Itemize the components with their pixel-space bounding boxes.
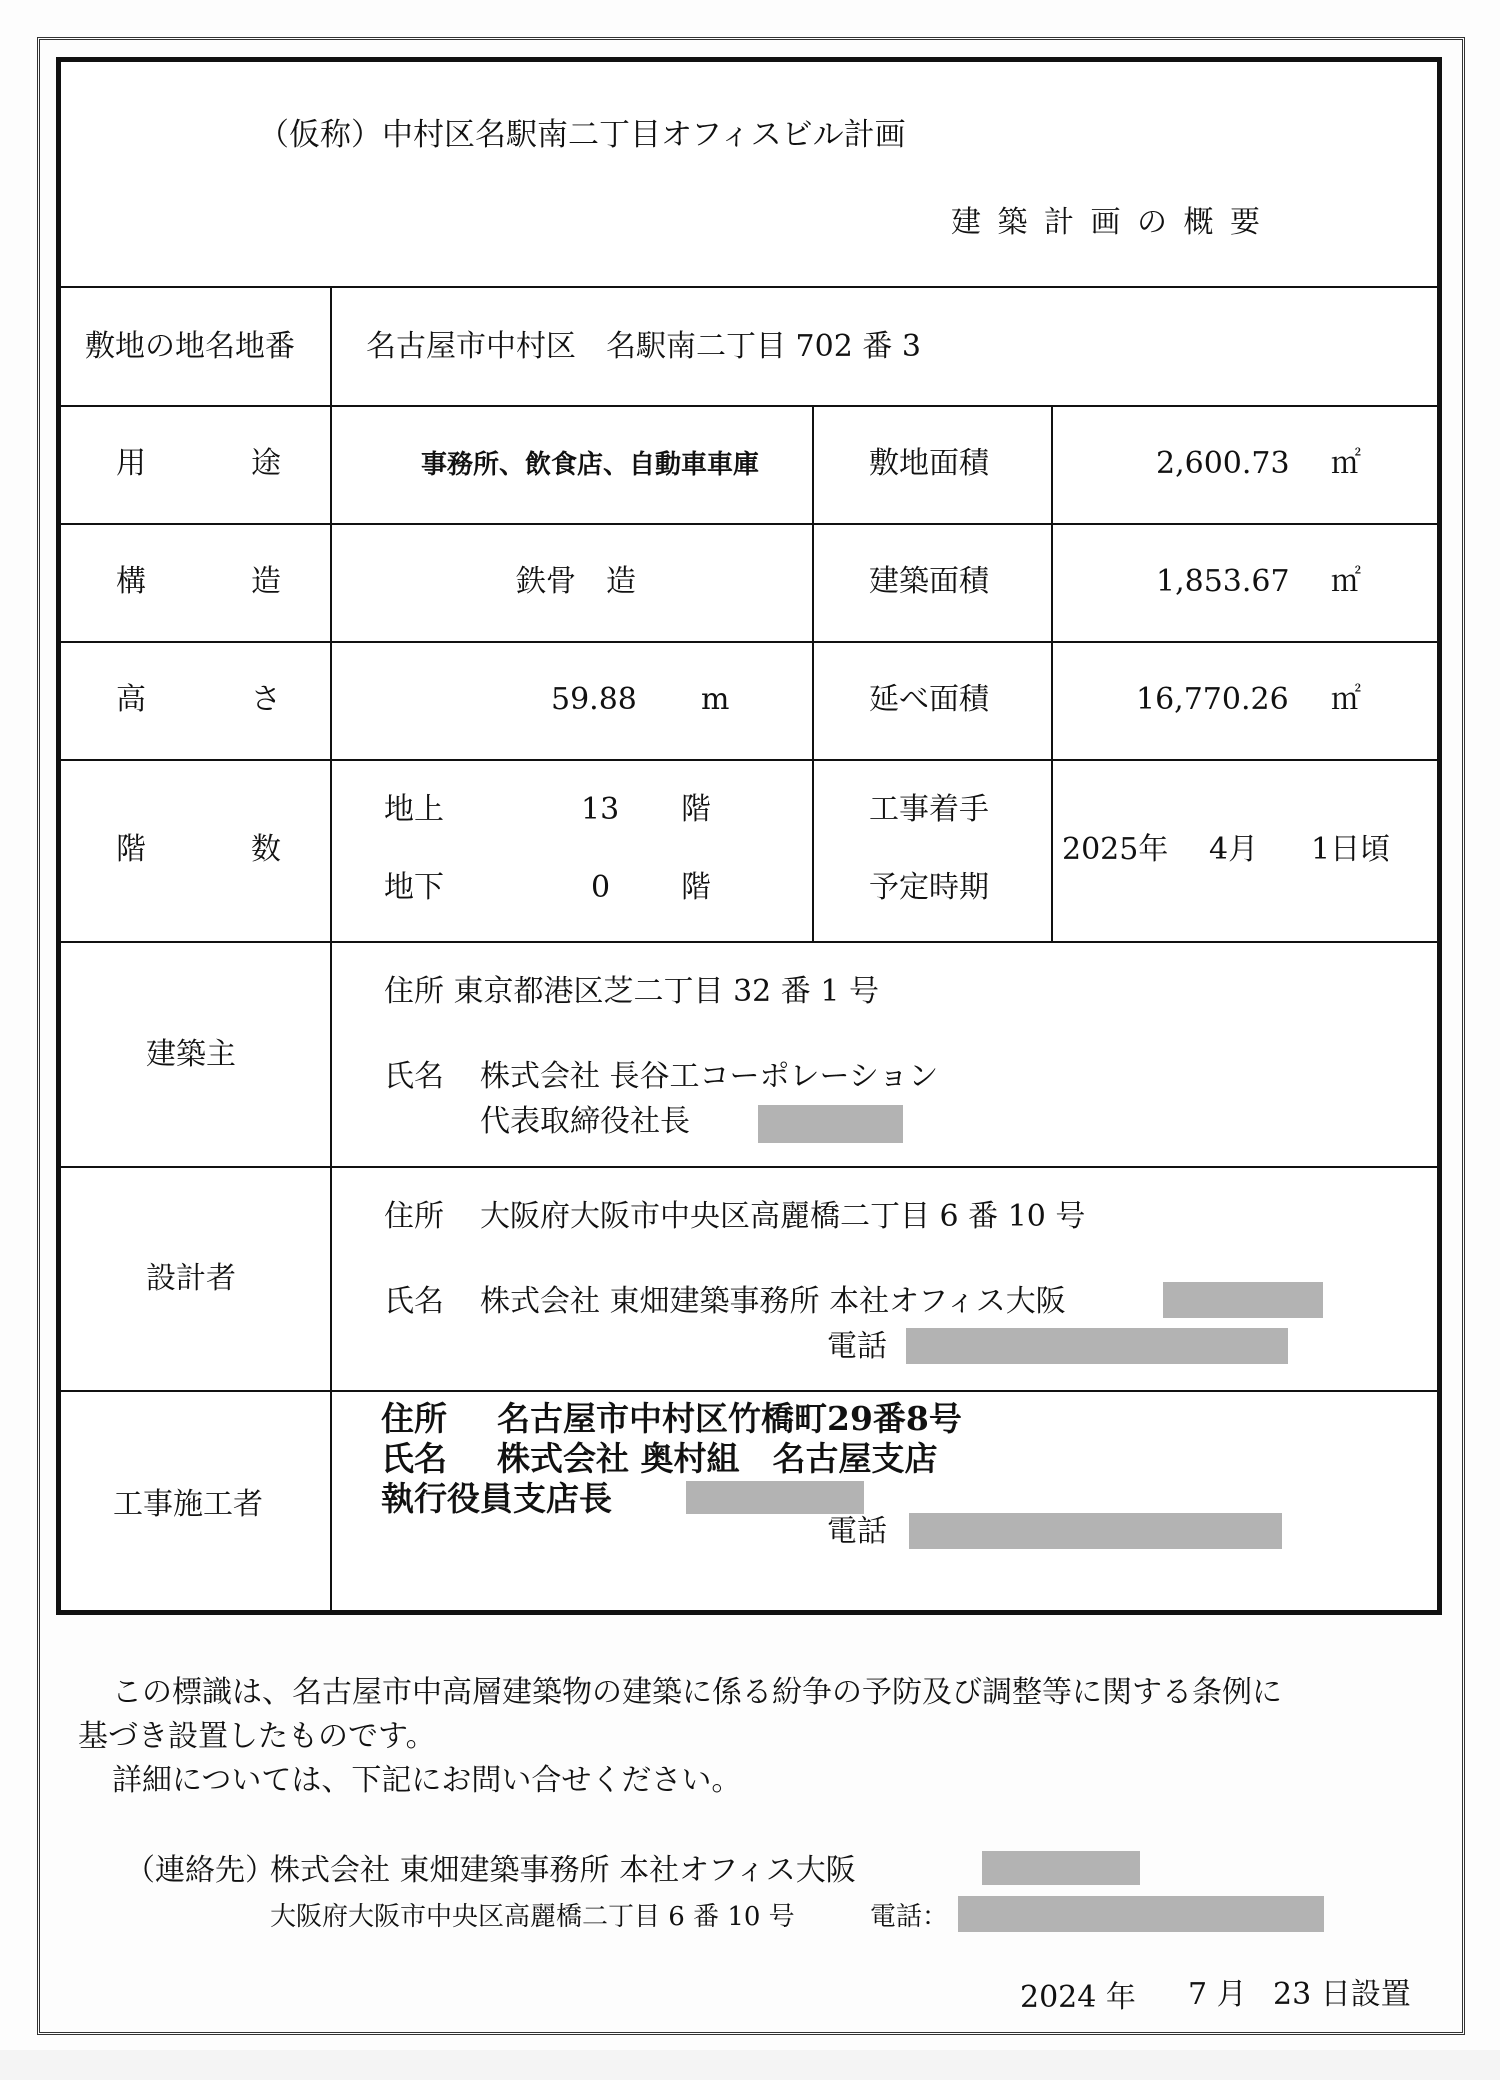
contact-address: 大阪府大阪市中央区高麗橋二丁目 6 番 10 号 — [270, 1902, 795, 1932]
building-area-value: 1,853.67 — [1156, 564, 1290, 599]
site-area-unit: ㎡ — [1331, 446, 1361, 481]
row-divider — [61, 641, 1437, 643]
owner-name: 株式会社 長谷工コーポレーション — [480, 1059, 939, 1094]
redacted-designer-phone — [906, 1328, 1288, 1364]
contractor-address-label: 住所 — [381, 1399, 447, 1438]
building-plan-table — [56, 57, 1442, 1615]
height-label-a: 高 — [116, 682, 146, 717]
notice-line-1: この標識は、名古屋市中高層建築物の建築に係る紛争の予防及び調整等に関する条例に — [112, 1675, 1282, 1710]
site-label: 敷地の地名地番 — [85, 329, 295, 364]
designer-name-label: 氏名 — [384, 1284, 444, 1319]
floors-below-unit: 階 — [681, 870, 711, 905]
site-value: 名古屋市中村区 名駅南二丁目 702 番 3 — [366, 329, 921, 364]
floors-label-b: 数 — [251, 832, 281, 867]
contact-label: （連絡先） — [125, 1853, 275, 1888]
contractor-label: 工事施工者 — [113, 1487, 263, 1522]
total-floor-area-label: 延べ面積 — [869, 682, 989, 717]
redacted-contact-phone — [958, 1896, 1324, 1932]
project-title: （仮称）中村区名駅南二丁目オフィスビル計画 — [258, 117, 906, 153]
construction-start-month: 4月 — [1209, 832, 1259, 867]
site-area-label: 敷地面積 — [869, 446, 989, 481]
use-value: 事務所、飲食店、自動車車庫 — [421, 450, 760, 480]
redacted-contact-extra — [982, 1851, 1140, 1885]
floors-label-a: 階 — [116, 832, 146, 867]
structure-label-b: 造 — [251, 564, 281, 599]
column-divider — [812, 405, 814, 941]
construction-start-label-2: 予定時期 — [869, 870, 989, 905]
floors-above-value: 13 — [581, 792, 620, 827]
designer-phone-label: 電話 — [827, 1329, 887, 1364]
row-divider — [61, 405, 1437, 407]
column-divider — [330, 286, 332, 1615]
notice-line-3: 詳細については、下記にお問い合せください。 — [112, 1763, 742, 1798]
floors-below-value: 0 — [591, 870, 611, 905]
designer-address: 大阪府大阪市中央区高麗橋二丁目 6 番 10 号 — [480, 1199, 1086, 1234]
owner-name-label: 氏名 — [384, 1059, 444, 1094]
redacted-contractor-phone — [909, 1513, 1282, 1549]
installed-month: 7 月 — [1188, 1977, 1247, 2012]
contractor-name-label: 氏名 — [381, 1439, 447, 1478]
notice-line-2: 基づき設置したものです。 — [78, 1719, 436, 1754]
structure-label-a: 構 — [116, 564, 146, 599]
contractor-name: 株式会社 奥村組 名古屋支店 — [497, 1439, 938, 1478]
row-divider — [61, 523, 1437, 525]
row-divider — [61, 759, 1437, 761]
site-area-value: 2,600.73 — [1156, 446, 1290, 481]
owner-label: 建築主 — [146, 1037, 236, 1072]
owner-representative: 代表取締役社長 — [480, 1104, 690, 1139]
height-unit: m — [701, 682, 730, 717]
structure-value: 鉄骨 造 — [516, 564, 636, 599]
total-floor-area-value: 16,770.26 — [1136, 682, 1289, 717]
designer-label: 設計者 — [146, 1261, 236, 1296]
redacted-contractor-representative — [686, 1481, 864, 1514]
installed-year: 2024 年 — [1020, 1980, 1136, 2015]
building-area-label: 建築面積 — [869, 564, 989, 599]
designer-address-label: 住所 — [384, 1199, 444, 1234]
floors-above-label: 地上 — [384, 792, 444, 827]
table-subtitle: 建築計画の概要 — [951, 205, 1277, 240]
construction-start-label-1: 工事着手 — [869, 792, 989, 827]
row-divider — [61, 286, 1437, 288]
column-divider — [1051, 405, 1053, 941]
construction-start-day: 1日頃 — [1311, 832, 1391, 867]
floors-below-label: 地下 — [384, 870, 444, 905]
contact-phone-label: 電話： — [870, 1902, 949, 1932]
use-label-a: 用 — [116, 446, 146, 481]
total-floor-area-unit: ㎡ — [1331, 682, 1361, 717]
height-value: 59.88 — [551, 682, 637, 717]
use-label-b: 途 — [251, 446, 281, 481]
height-label-b: さ — [251, 682, 281, 717]
floors-above-unit: 階 — [681, 792, 711, 827]
designer-name: 株式会社 東畑建築事務所 本社オフィス大阪 — [480, 1284, 1066, 1319]
contact-name: 株式会社 東畑建築事務所 本社オフィス大阪 — [270, 1853, 856, 1888]
row-divider — [61, 941, 1437, 943]
construction-start-year: 2025年 — [1062, 832, 1169, 867]
contractor-representative: 執行役員支店長 — [381, 1479, 612, 1518]
row-divider — [61, 1390, 1437, 1392]
contractor-address: 名古屋市中村区竹橋町29番8号 — [497, 1399, 962, 1438]
installed-day: 23 日設置 — [1273, 1977, 1411, 2012]
building-area-unit: ㎡ — [1331, 564, 1361, 599]
redacted-designer-extra — [1163, 1282, 1323, 1318]
row-divider — [61, 1166, 1437, 1168]
owner-address: 住所 東京都港区芝二丁目 32 番 1 号 — [384, 974, 879, 1009]
contractor-phone-label: 電話 — [827, 1514, 887, 1549]
redacted-owner-representative — [758, 1105, 903, 1143]
